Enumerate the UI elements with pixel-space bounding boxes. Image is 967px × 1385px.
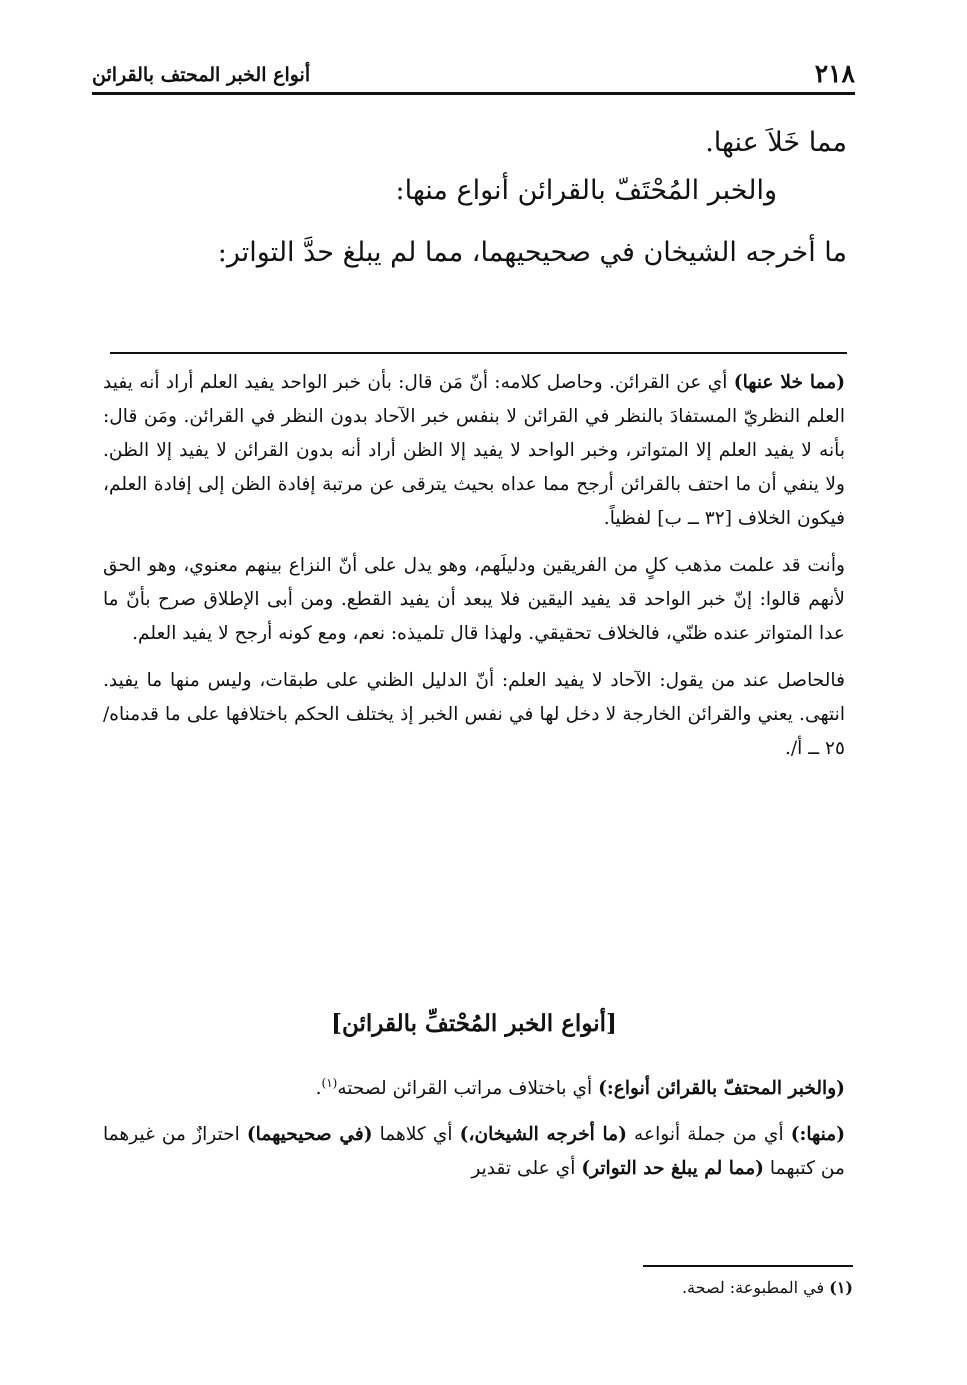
footnote-reference[interactable]: (١)	[321, 1075, 338, 1090]
matn-line: والخبر المُحْتَفّ بالقرائن أنواع منها:	[395, 174, 777, 206]
lemma: (والخبر المحتفّ بالقرائن أنواع:)	[598, 1078, 845, 1099]
lemma: (في صحيحيهما)	[246, 1124, 373, 1146]
matn-text	[92, 120, 847, 276]
page-number: ٢١٨	[814, 59, 855, 88]
lemma: (منها:)	[790, 1124, 845, 1146]
commentary-text: أي من جملة أنواعه	[634, 1124, 784, 1146]
commentary-paragraph	[103, 1072, 845, 1106]
commentary	[103, 366, 845, 779]
footnote-marker: (١)	[829, 1278, 853, 1297]
matn-line: ما أخرجه الشيخان في صحيحيهما، مما لم يبلغ حدَّ التواتر:	[217, 236, 847, 268]
footnote-separator	[643, 1265, 853, 1267]
section-heading: [أنواع الخبر المُحْتفِّ بالقرائن]	[331, 1010, 617, 1037]
matn-separator	[110, 352, 847, 354]
commentary-continued	[103, 1072, 845, 1198]
lemma: (مما لم يبلغ حد التواتر)	[581, 1158, 764, 1180]
lemma: (مما خلا عنها)	[733, 372, 845, 393]
commentary-paragraph	[103, 366, 845, 536]
footnote	[682, 1278, 853, 1297]
lemma: (ما أخرجه الشيخان،)	[459, 1124, 627, 1146]
footnote-text: في المطبوعة: لصحة.	[681, 1278, 825, 1297]
commentary-paragraph: وأنت قد علمت مذهب كلٍ من الفريقين ودليلَهم، وهو يدل على أنّ النزاع بينهم معنوي، وهو الحق لأنهم قالوا: إنّ خبر الواحد قد يفيد اليقين فلا يبعد أن يفيد القطع. ومن أبى الإطلاق صرح بأنّ ما عدا المتواتر عنده ظنّي، فالخلاف تحقيقي. ولهذا قال تلميذه: نعم، ومع كونه أرجح لا يفيد العلم.	[103, 555, 845, 645]
commentary-paragraph	[103, 1118, 845, 1186]
matn-line: مما خَلاَ عنها.	[705, 127, 847, 158]
commentary-text: أي كلاهما	[379, 1124, 453, 1146]
commentary-paragraph: فالحاصل عند من يقول: الآحاد لا يفيد العلم: أنّ الدليل الظني على طبقات، وليس منها ما يفيد. انتهى. يعني والقرائن الخارجة لا دخل لها في نفس الخبر إذ يختلف الحكم باختلافها على ما قدمناه/ ٢٥ ــ أ/.	[103, 670, 845, 760]
running-title: أنواع الخبر المحتف بالقرائن	[92, 64, 311, 86]
commentary-text: احترازٌ من غيرهما من كتبهما	[103, 1124, 845, 1180]
commentary-text: أي باختلاف مراتب القرائن لصحته	[337, 1078, 593, 1099]
commentary-text: أي على تقدير	[471, 1158, 576, 1180]
running-header	[92, 48, 855, 95]
commentary-text: أي عن القرائن. وحاصل كلامه: أنّ مَن قال: بأن خبر الواحد يفيد العلم أراد أنه يفيد العلم النظريّ المستفادَ بالنظر في القرائن لا بنفس خبر الآحاد بدون النظر في القرائن. ومَن قال: بأنه لا يفيد العلم إلا المتواتر، وخبر الواحد لا يفيد إلا الظن أراد أنه بدون القرائن لا يفيد إلا الظن. ولا ينفي أن ما احتف بالقرائن أرجح مما عداه بحيث يترقى عن مرتبة إفادة الظن إلى إفادة العلم، فيكون الخلاف [٣٢ ــ ب] لفظياً.	[103, 372, 845, 530]
punctuation: .	[315, 1078, 322, 1099]
